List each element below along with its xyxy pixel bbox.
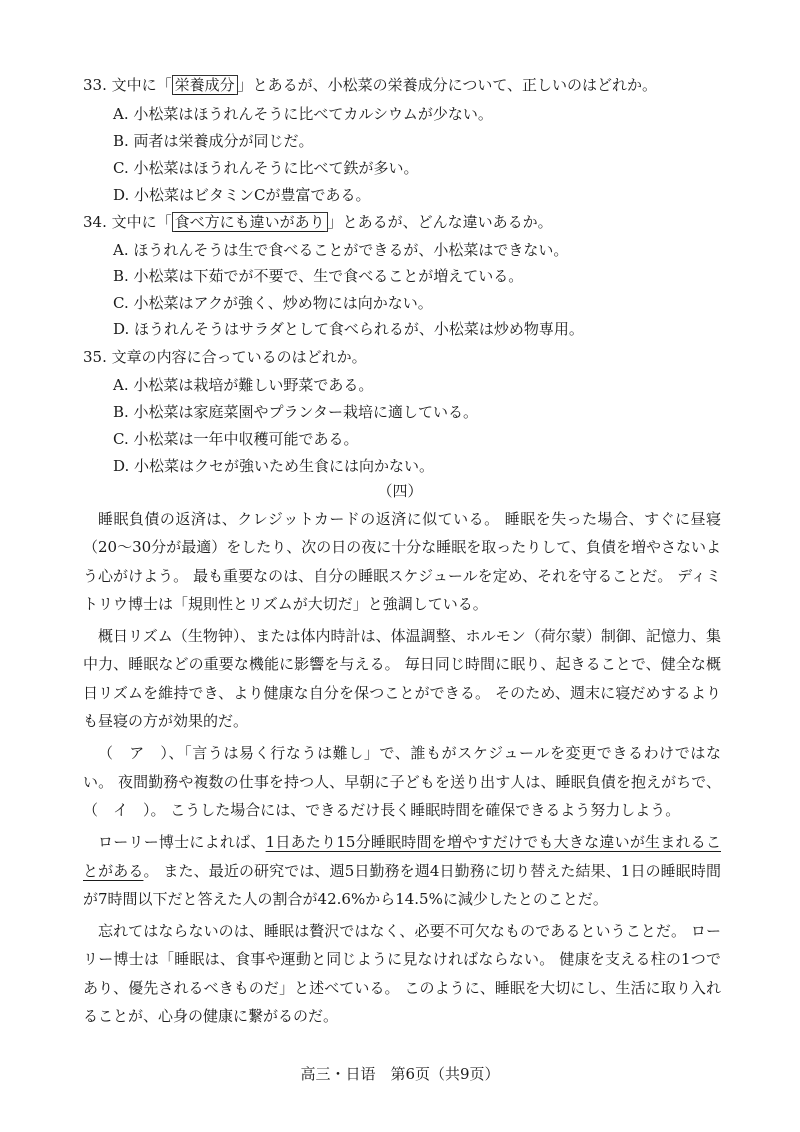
question-33-option-a: A. 小松菜はほうれんそうに比べてカルシウムが少ない。 [113,105,493,123]
question-35-option-d: D. 小松菜はクセが強いため生食には向かない。 [113,457,435,475]
question-35-stem: 35. 文章の内容に合っているのはどれか。 [83,348,367,366]
question-33-option-d: D. 小松菜はビタミンCが豊富である。 [113,186,371,204]
quoted-phrase: 食べ方にも違いがあり [172,212,328,232]
paragraph-5: 忘れてはならないのは、睡眠は贅沢ではなく、必要不可欠なものであるということだ。 ローリー博士は「睡眠は、食事や運動と同じように見なければならない。 健康を支える柱の1つであり、優先されるべきものだ」と述べている。 このように、睡眠を大切にし、生活に取り入れることが、心身の健康に繋がるのだ。 [83,922,721,1026]
paragraph-1: 睡眠負債の返済は、クレジットカードの返済に似ている。 睡眠を失った場合、すぐに昼寝（20～30分が最適）をしたり、次の日の夜に十分な睡眠を取ったりして、負債を増やさないよう心がけよう。 最も重要なのは、自分の睡眠スケジュールを定め、それを守ることだ。 ディミトリウ博士は「規則性とリズムが大切だ」と強調している。 [83,510,721,613]
reading-passage [83,505,721,1030]
question-34-option-a: A. ほうれんそうは生で食べることができるが、小松菜はできない。 [113,241,569,259]
question-35-option-c: C. 小松菜は一年中収穫可能である。 [113,430,359,448]
question-34-option-c: C. 小松菜はアクが強く、炒め物には向かない。 [113,294,433,312]
underlined-sentence: 1日あたり15分睡眠時間を増やすだけでも大きな違いが生まれることがある [83,833,721,880]
question-33-stem: 33. 文中に「 栄養成分 」とあるが、小松菜の栄養成分について、正しいのはどれか。 [83,76,658,94]
paragraph-2: 概日リズム（生物钟）、または体内時計は、体温調整、ホルモン（荷尔蒙）制御、記憶力、集中力、睡眠などの重要な機能に影響を与える。 毎日同じ時間に眠り、起きることで、健全な概日リズムを維持でき、より健康な自分を保つことができる。 そのため、週末に寝だめするよりも昼寝の方が効果的だ。 [83,627,721,731]
page-footer: 高三・日语 第6页（共9页） [300,1065,500,1083]
paragraph-3: （ ア ）、「言うは易く行なうは難し」で、誰もがスケジュールを変更できるわけではない。 夜間勤務や複数の仕事を持つ人、早朝に子どもを送り出す人は、睡眠負債を抱えがちで、（ イ ）。 こうした場合には、できるだけ長く睡眠時間を確保できるよう努力しよう。 [83,744,721,819]
question-33-option-b: B. 両者は栄養成分が同じだ。 [113,132,314,150]
section-title: （四） [377,482,423,500]
question-35-option-a: A. 小松菜は栽培が難しい野菜である。 [113,376,374,394]
paragraph-4: ローリー博士によれば、1日あたり15分睡眠時間を増やすだけでも大きな違いが生まれることがある。 また、最近の研究では、週5日勤務を週4日勤務に切り替えた結果、1日の睡眠時間が7時間以下だと答えた人の割合が42.6%から14.5%に減少したとのことだ。 [83,833,721,908]
question-34-option-d: D. ほうれんそうはサラダとして食べられるが、小松菜は炒め物専用。 [113,320,584,338]
question-34-stem: 34. 文中に「 食べ方にも違いがあり 」とあるが、どんな違いあるか。 [83,213,553,231]
question-33-option-c: C. 小松菜はほうれんそうに比べて鉄が多い。 [113,159,419,177]
question-34-option-b: B. 小松菜は下茹でが不要で、生で食べることが増えている。 [113,267,524,285]
quoted-term: 栄養成分 [172,75,238,95]
question-35-option-b: B. 小松菜は家庭菜園やプランター栽培に適している。 [113,403,478,421]
